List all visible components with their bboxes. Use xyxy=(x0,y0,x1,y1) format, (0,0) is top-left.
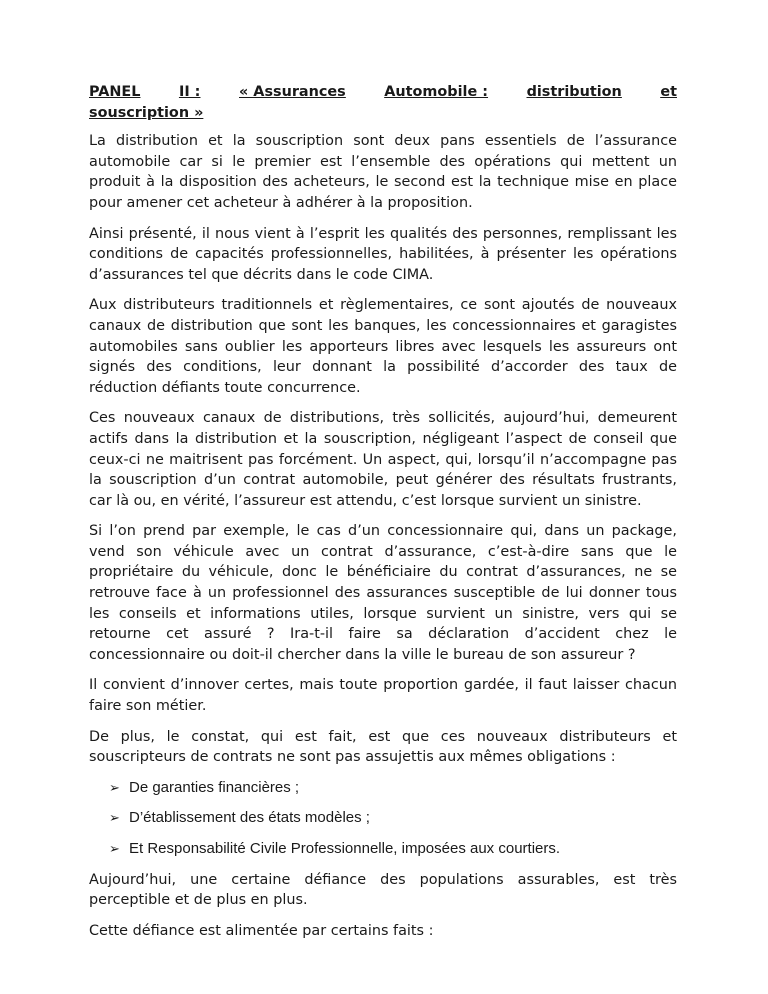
list-item-text: Et Responsabilité Civile Professionnelle, imposées aux courtiers. xyxy=(129,840,561,857)
list-item xyxy=(109,808,677,829)
heading-line-2: souscription » xyxy=(89,104,204,121)
heading-word: II : xyxy=(178,84,201,100)
list-item-text: D’établissement des états modèles ; xyxy=(129,809,370,827)
paragraph: De plus, le constat, qui est fait, est que ces nouveaux distributeurs et souscripteurs de contrats ne sont pas assujettis aux mêmes obligations : xyxy=(89,728,677,766)
paragraph: Ces nouveaux canaux de distributions, très sollicités, aujourd’hui, demeurent actifs dans la distribution et la souscription, négligeant l’aspect de conseil que ceux-ci ne maitrisent pas forcément. Un aspect, qui, lorsqu’il n’accompagne pas la souscription d’un contrat automobile, peut générer des résultats frustrants, car là ou, en vérité, l’assureur est attendu, c’est lorsque survient un sinistre. xyxy=(89,410,677,509)
obligations-list xyxy=(89,778,677,860)
paragraph: Il convient d’innover certes, mais toute proportion gardée, il faut laisser chacun faire son métier. xyxy=(89,677,677,715)
paragraph: La distribution et la souscription sont deux pans essentiels de l’assurance automobile car si le premier est l’ensemble des opérations qui mettent un produit à la disposition des acheteurs, le second est la technique mise en place pour amener cet acheteur à adhérer à la proposition. xyxy=(89,133,677,211)
heading-word: « Assurances xyxy=(239,84,346,100)
paragraph: Aujourd’hui, une certaine défiance des populations assurables, est très perceptible et de plus en plus. xyxy=(89,871,677,909)
heading-word: et xyxy=(660,84,677,100)
list-item xyxy=(109,778,677,799)
document-page xyxy=(89,82,677,951)
heading-word: Automobile : xyxy=(384,84,489,100)
panel-heading xyxy=(89,82,677,123)
list-item-text: De garanties financières ; xyxy=(129,778,300,796)
paragraph: Aux distributeurs traditionnels et règlementaires, ce sont ajoutés de nouveaux canaux de distribution que sont les banques, les concessionnaires et garagistes automobiles sans oublier les apporteurs libres avec lesquels les assureurs ont signés des conditions, leur donnant la possibilité d’accorder des taux de réduction défiants toute concurrence. xyxy=(89,297,677,396)
arrow-bullet-icon: ➢ xyxy=(109,810,120,826)
paragraph: Si l’on prend par exemple, le cas d’un concessionnaire qui, dans un package, vend son véhicule avec un contrat d’assurance, c’est-à-dire sans que le propriétaire du véhicule, donc le bénéficiaire du contrat d’assurances, ne se retrouve face à un professionnel des assurances susceptible de lui donner tous les conseils et informations utiles, lorsque survient un sinistre, vers qui se retourne cet assuré ? Ira-t-il faire sa déclaration d’accident chez le concessionnaire ou doit-il chercher dans la ville le bureau de son assureur ? xyxy=(89,523,677,663)
heading-line-1 xyxy=(89,82,677,103)
heading-word: distribution xyxy=(526,84,622,100)
arrow-bullet-icon: ➢ xyxy=(109,779,120,795)
paragraph: Ainsi présenté, il nous vient à l’esprit les qualités des personnes, remplissant les conditions de capacités professionnelles, habilitées, à présenter les opérations d’assurances tel que décrits dans le code CIMA. xyxy=(89,225,677,283)
paragraph: Cette défiance est alimentée par certains faits : xyxy=(89,922,434,939)
arrow-bullet-icon: ➢ xyxy=(109,841,120,856)
list-item xyxy=(109,839,677,860)
heading-word: PANEL xyxy=(89,84,141,100)
